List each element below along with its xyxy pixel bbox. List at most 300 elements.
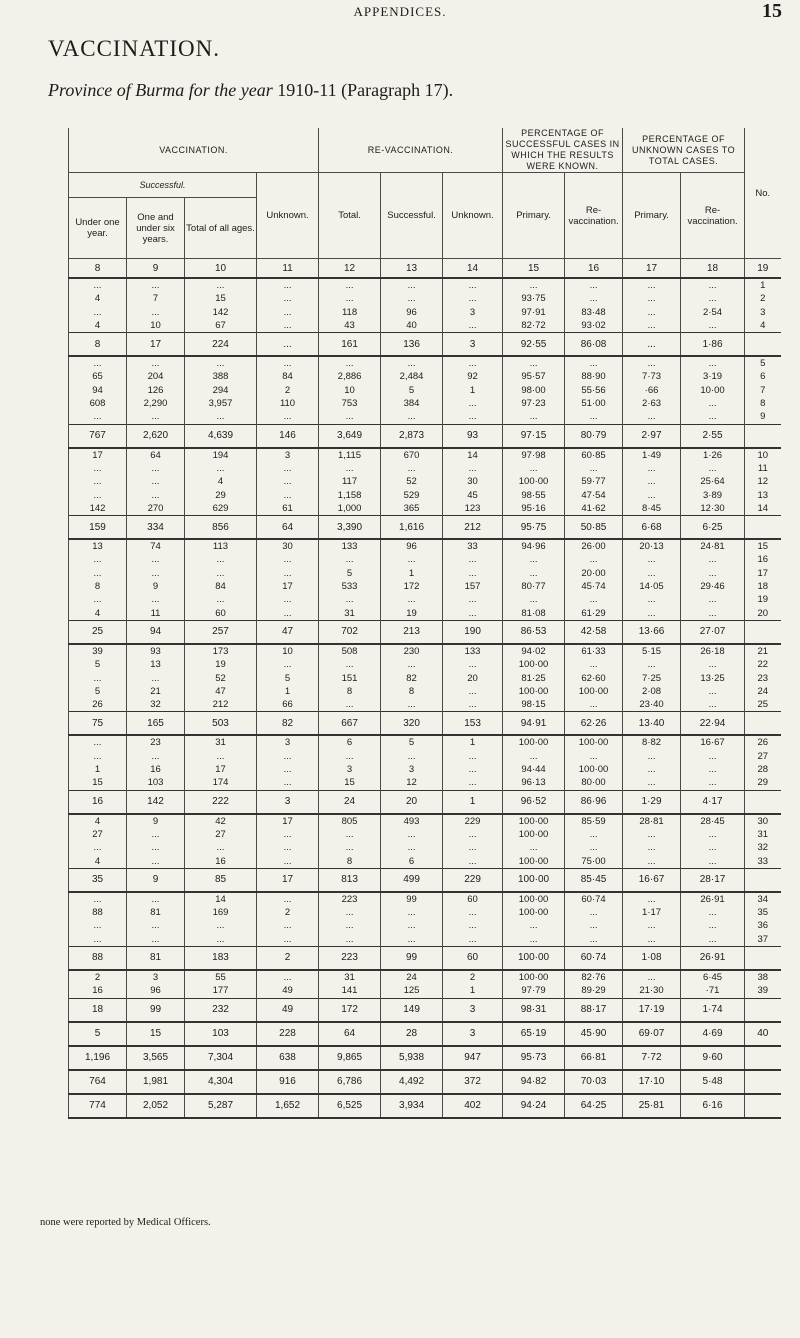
- table-cell: 174: [185, 776, 257, 790]
- row-number: [745, 620, 781, 644]
- table-cell: ...: [127, 892, 185, 906]
- table-row: [69, 306, 781, 319]
- row-number: 3: [745, 306, 781, 319]
- table-cell: ...: [69, 672, 127, 685]
- total-cell: 320: [381, 712, 443, 736]
- table-cell: 28·45: [681, 814, 745, 828]
- summary-cell: 9·60: [681, 1046, 745, 1070]
- table-cell: ...: [443, 397, 503, 410]
- table-cell: 194: [185, 448, 257, 462]
- table-cell: ...: [127, 828, 185, 841]
- table-cell: ...: [681, 763, 745, 776]
- table-cell: 670: [381, 448, 443, 462]
- total-cell: 13·40: [623, 712, 681, 736]
- table-cell: 8·45: [623, 502, 681, 516]
- table-cell: 94·96: [503, 539, 565, 553]
- table-cell: 100·00: [565, 735, 623, 749]
- table-cell: ...: [69, 919, 127, 932]
- table-cell: ...: [681, 397, 745, 410]
- summary-cell: 2,052: [127, 1094, 185, 1118]
- table-cell: ...: [503, 750, 565, 763]
- table-row: [69, 919, 781, 932]
- table-cell: 157: [443, 580, 503, 593]
- summary-cell: 5·48: [681, 1070, 745, 1094]
- table-cell: 96: [381, 306, 443, 319]
- table-row: [69, 698, 781, 712]
- total-cell: 232: [185, 998, 257, 1022]
- page-number: 15: [762, 0, 782, 22]
- table-cell: 62·60: [565, 672, 623, 685]
- total-cell: 146: [257, 424, 319, 448]
- col-reva-unknown: Unknown.: [443, 173, 503, 259]
- column-number: 18: [681, 259, 745, 279]
- table-cell: ...: [565, 410, 623, 424]
- table-row: [69, 776, 781, 790]
- table-cell: ...: [69, 489, 127, 502]
- total-cell: 92·55: [503, 333, 565, 357]
- statistics-table-wrapper: [68, 128, 780, 1119]
- row-number: 22: [745, 658, 781, 671]
- total-cell: 149: [381, 998, 443, 1022]
- table-cell: ...: [623, 763, 681, 776]
- table-row: [69, 356, 781, 370]
- table-cell: 100·00: [503, 685, 565, 698]
- table-cell: ...: [681, 278, 745, 292]
- total-cell: 95·75: [503, 516, 565, 540]
- table-cell: ...: [443, 658, 503, 671]
- table-cell: ...: [319, 841, 381, 854]
- table-cell: 24: [381, 970, 443, 984]
- total-cell: 5: [69, 1022, 127, 1046]
- table-cell: 55·56: [565, 384, 623, 397]
- group-pct-unknown: PERCENTAGE OF UNKNOWN CASES TO TOTAL CASES.: [623, 128, 745, 173]
- table-cell: 47·54: [565, 489, 623, 502]
- total-cell: 50·85: [565, 516, 623, 540]
- table-cell: ...: [381, 841, 443, 854]
- table-cell: ...: [623, 750, 681, 763]
- table-cell: ...: [257, 658, 319, 671]
- column-number: 10: [185, 259, 257, 279]
- summary-cell: 17·10: [623, 1070, 681, 1094]
- table-cell: 25·64: [681, 475, 745, 488]
- total-row: [69, 790, 781, 814]
- row-number: 20: [745, 607, 781, 621]
- table-cell: 270: [127, 502, 185, 516]
- table-cell: 100·00: [503, 828, 565, 841]
- col-total-all-ages: Total of all ages.: [185, 198, 257, 259]
- total-cell: 165: [127, 712, 185, 736]
- table-row: [69, 539, 781, 553]
- table-cell: 65: [69, 370, 127, 383]
- table-cell: 3: [443, 306, 503, 319]
- table-cell: ...: [503, 919, 565, 932]
- column-number: 19: [745, 259, 781, 279]
- table-cell: 533: [319, 580, 381, 593]
- table-cell: 1·26: [681, 448, 745, 462]
- total-cell: 20: [381, 790, 443, 814]
- total-row: [69, 868, 781, 892]
- table-cell: ...: [443, 828, 503, 841]
- table-cell: 17: [69, 448, 127, 462]
- table-cell: ...: [127, 593, 185, 606]
- table-row: [69, 984, 781, 998]
- table-cell: 16: [69, 984, 127, 998]
- table-cell: ...: [69, 735, 127, 749]
- table-cell: ...: [681, 553, 745, 566]
- table-cell: 41·62: [565, 502, 623, 516]
- table-cell: 5·15: [623, 644, 681, 658]
- table-cell: 81·25: [503, 672, 565, 685]
- table-cell: 4: [69, 292, 127, 305]
- table-row: [69, 580, 781, 593]
- table-cell: 753: [319, 397, 381, 410]
- subtitle-year: 1910-11 (Paragraph 17).: [277, 80, 454, 100]
- table-row: [69, 370, 781, 383]
- total-cell: 69·07: [623, 1022, 681, 1046]
- table-cell: ...: [319, 278, 381, 292]
- table-cell: ...: [69, 892, 127, 906]
- table-cell: 93·75: [503, 292, 565, 305]
- table-cell: 98·00: [503, 384, 565, 397]
- table-cell: ...: [319, 593, 381, 606]
- total-cell: ...: [257, 333, 319, 357]
- total-cell: 15: [127, 1022, 185, 1046]
- total-cell: 172: [319, 998, 381, 1022]
- table-cell: 61·29: [565, 607, 623, 621]
- table-cell: 97·91: [503, 306, 565, 319]
- row-number: 37: [745, 933, 781, 947]
- table-row: [69, 607, 781, 621]
- table-cell: 26·00: [565, 539, 623, 553]
- table-row: [69, 489, 781, 502]
- table-cell: 30: [443, 475, 503, 488]
- table-cell: 3: [257, 448, 319, 462]
- table-cell: ...: [319, 356, 381, 370]
- table-cell: ...: [185, 462, 257, 475]
- table-cell: 805: [319, 814, 381, 828]
- row-number: 7: [745, 384, 781, 397]
- row-number: 2: [745, 292, 781, 305]
- table-cell: 100·00: [503, 475, 565, 488]
- table-cell: 29·46: [681, 580, 745, 593]
- total-cell: 88·17: [565, 998, 623, 1022]
- table-cell: 52: [185, 672, 257, 685]
- table-cell: ...: [623, 567, 681, 580]
- row-number: 8: [745, 397, 781, 410]
- table-cell: ...: [623, 356, 681, 370]
- table-cell: ...: [127, 567, 185, 580]
- table-cell: 14: [185, 892, 257, 906]
- table-cell: 7: [127, 292, 185, 305]
- row-number: [745, 516, 781, 540]
- table-cell: ...: [681, 292, 745, 305]
- table-cell: ...: [623, 776, 681, 790]
- row-number: 15: [745, 539, 781, 553]
- table-cell: 3·19: [681, 370, 745, 383]
- table-cell: ...: [381, 750, 443, 763]
- table-cell: ...: [381, 906, 443, 919]
- table-cell: 23: [127, 735, 185, 749]
- table-cell: 89·29: [565, 984, 623, 998]
- total-cell: 60·74: [565, 946, 623, 970]
- total-cell: 47: [257, 620, 319, 644]
- table-cell: 2·54: [681, 306, 745, 319]
- table-cell: 26: [69, 698, 127, 712]
- table-cell: ...: [69, 410, 127, 424]
- table-cell: ...: [381, 462, 443, 475]
- total-cell: 224: [185, 333, 257, 357]
- table-cell: ...: [681, 607, 745, 621]
- col-pct-primary: Primary.: [503, 173, 565, 259]
- total-cell: 64: [257, 516, 319, 540]
- table-cell: ...: [257, 763, 319, 776]
- total-cell: 3: [443, 333, 503, 357]
- table-cell: 88·90: [565, 370, 623, 383]
- row-number: 19: [745, 593, 781, 606]
- table-cell: 13·25: [681, 672, 745, 685]
- table-cell: 608: [69, 397, 127, 410]
- row-number: 11: [745, 462, 781, 475]
- total-cell: 16·67: [623, 868, 681, 892]
- table-cell: 82: [381, 672, 443, 685]
- table-cell: 2: [443, 970, 503, 984]
- table-cell: ...: [319, 292, 381, 305]
- summary-row: [69, 1070, 781, 1094]
- table-cell: 17: [257, 580, 319, 593]
- table-cell: ...: [185, 841, 257, 854]
- table-cell: 98·15: [503, 698, 565, 712]
- table-row: [69, 855, 781, 869]
- table-cell: ...: [443, 553, 503, 566]
- total-cell: 223: [319, 946, 381, 970]
- table-cell: ...: [565, 841, 623, 854]
- table-cell: ...: [623, 278, 681, 292]
- table-cell: 4: [185, 475, 257, 488]
- table-cell: ...: [565, 593, 623, 606]
- table-cell: ...: [257, 750, 319, 763]
- table-cell: ...: [623, 306, 681, 319]
- table-cell: 17: [185, 763, 257, 776]
- total-cell: 2,873: [381, 424, 443, 448]
- total-row: [69, 1022, 781, 1046]
- table-cell: 133: [443, 644, 503, 658]
- row-number: 39: [745, 984, 781, 998]
- table-cell: 80·77: [503, 580, 565, 593]
- total-cell: 26·91: [681, 946, 745, 970]
- summary-row: [69, 1094, 781, 1118]
- total-cell: 17: [257, 868, 319, 892]
- table-cell: ...: [443, 933, 503, 947]
- table-cell: 4: [69, 319, 127, 333]
- table-cell: ...: [623, 292, 681, 305]
- row-number: [745, 1070, 781, 1094]
- table-cell: ...: [681, 828, 745, 841]
- col-pct-revaccination: Re-vaccination.: [565, 173, 623, 259]
- table-cell: ...: [623, 475, 681, 488]
- total-cell: 100·00: [503, 868, 565, 892]
- table-cell: 98·55: [503, 489, 565, 502]
- column-number: 8: [69, 259, 127, 279]
- table-cell: ...: [127, 672, 185, 685]
- table-cell: ...: [319, 933, 381, 947]
- table-cell: ...: [565, 462, 623, 475]
- table-cell: 100·00: [503, 814, 565, 828]
- table-cell: 45: [443, 489, 503, 502]
- table-cell: ...: [443, 292, 503, 305]
- column-number: 14: [443, 259, 503, 279]
- table-cell: 123: [443, 502, 503, 516]
- row-number: 40: [745, 1022, 781, 1046]
- table-cell: ...: [443, 776, 503, 790]
- running-head: APPENDICES.: [353, 4, 447, 19]
- table-cell: 172: [381, 580, 443, 593]
- table-cell: ...: [381, 356, 443, 370]
- group-vaccination: VACCINATION.: [69, 128, 319, 173]
- table-cell: 125: [381, 984, 443, 998]
- table-cell: 28·81: [623, 814, 681, 828]
- total-cell: 25: [69, 620, 127, 644]
- total-cell: 222: [185, 790, 257, 814]
- total-cell: 94: [127, 620, 185, 644]
- table-cell: 94: [69, 384, 127, 397]
- table-cell: ...: [681, 658, 745, 671]
- table-cell: ...: [69, 462, 127, 475]
- table-cell: 92: [443, 370, 503, 383]
- table-cell: ...: [565, 828, 623, 841]
- table-cell: ...: [623, 828, 681, 841]
- table-cell: 82·72: [503, 319, 565, 333]
- table-cell: 26·18: [681, 644, 745, 658]
- row-number: 16: [745, 553, 781, 566]
- table-cell: ...: [69, 356, 127, 370]
- summary-cell: 6·16: [681, 1094, 745, 1118]
- summary-cell: 6,786: [319, 1070, 381, 1094]
- table-cell: ...: [681, 319, 745, 333]
- table-cell: ...: [681, 841, 745, 854]
- table-cell: ...: [257, 593, 319, 606]
- row-number: 31: [745, 828, 781, 841]
- table-row: [69, 397, 781, 410]
- table-cell: ...: [257, 933, 319, 947]
- table-cell: 94·44: [503, 763, 565, 776]
- table-row: [69, 933, 781, 947]
- total-cell: 3,649: [319, 424, 381, 448]
- table-cell: 223: [319, 892, 381, 906]
- row-number: 13: [745, 489, 781, 502]
- summary-cell: 1,981: [127, 1070, 185, 1094]
- table-row: [69, 970, 781, 984]
- table-cell: 20·00: [565, 567, 623, 580]
- col-under-one-year: Under one year.: [69, 198, 127, 259]
- table-cell: ...: [565, 553, 623, 566]
- table-cell: 12: [381, 776, 443, 790]
- table-cell: 24·81: [681, 539, 745, 553]
- column-number: 12: [319, 259, 381, 279]
- row-number: 34: [745, 892, 781, 906]
- table-cell: 2: [257, 906, 319, 919]
- table-cell: ...: [681, 698, 745, 712]
- table-cell: ...: [681, 593, 745, 606]
- table-cell: 2: [257, 384, 319, 397]
- table-cell: 133: [319, 539, 381, 553]
- table-cell: ...: [257, 306, 319, 319]
- summary-cell: 94·24: [503, 1094, 565, 1118]
- table-cell: 97·79: [503, 984, 565, 998]
- total-cell: 88: [69, 946, 127, 970]
- table-cell: 97·23: [503, 397, 565, 410]
- total-cell: 60: [443, 946, 503, 970]
- table-cell: ...: [319, 462, 381, 475]
- table-cell: 10: [319, 384, 381, 397]
- table-cell: ...: [565, 698, 623, 712]
- table-cell: 529: [381, 489, 443, 502]
- table-cell: 3: [319, 763, 381, 776]
- row-number: 32: [745, 841, 781, 854]
- table-cell: ·71: [681, 984, 745, 998]
- summary-cell: 4,492: [381, 1070, 443, 1094]
- column-number: 13: [381, 259, 443, 279]
- total-cell: 86·08: [565, 333, 623, 357]
- table-cell: 8·82: [623, 735, 681, 749]
- table-cell: ...: [381, 553, 443, 566]
- table-cell: 52: [381, 475, 443, 488]
- table-cell: ...: [381, 658, 443, 671]
- table-cell: ...: [381, 698, 443, 712]
- table-cell: 15: [185, 292, 257, 305]
- table-row: [69, 553, 781, 566]
- table-cell: ...: [185, 553, 257, 566]
- row-number: [745, 790, 781, 814]
- table-cell: ...: [565, 906, 623, 919]
- row-number: 10: [745, 448, 781, 462]
- page-title: VACCINATION.: [48, 36, 220, 61]
- table-cell: 39: [69, 644, 127, 658]
- table-cell: ...: [623, 462, 681, 475]
- table-cell: 26·91: [681, 892, 745, 906]
- row-number: 26: [745, 735, 781, 749]
- table-cell: ...: [443, 356, 503, 370]
- table-cell: 1,115: [319, 448, 381, 462]
- table-cell: ...: [127, 356, 185, 370]
- row-number: 23: [745, 672, 781, 685]
- table-cell: 27: [185, 828, 257, 841]
- table-cell: 100·00: [503, 970, 565, 984]
- table-cell: ...: [257, 776, 319, 790]
- total-cell: 190: [443, 620, 503, 644]
- table-cell: 204: [127, 370, 185, 383]
- row-number: 4: [745, 319, 781, 333]
- total-cell: 93: [443, 424, 503, 448]
- summary-cell: 95·73: [503, 1046, 565, 1070]
- table-cell: ...: [257, 410, 319, 424]
- table-cell: 61·33: [565, 644, 623, 658]
- table-cell: ...: [185, 593, 257, 606]
- table-cell: 113: [185, 539, 257, 553]
- table-cell: 629: [185, 502, 257, 516]
- total-cell: 3,390: [319, 516, 381, 540]
- table-row: [69, 672, 781, 685]
- row-number: 9: [745, 410, 781, 424]
- table-cell: 10: [127, 319, 185, 333]
- table-cell: 21: [127, 685, 185, 698]
- total-cell: 100·00: [503, 946, 565, 970]
- table-cell: ...: [565, 356, 623, 370]
- total-cell: 75: [69, 712, 127, 736]
- table-cell: 84: [185, 580, 257, 593]
- total-cell: 334: [127, 516, 185, 540]
- total-cell: 13·66: [623, 620, 681, 644]
- table-cell: 51·00: [565, 397, 623, 410]
